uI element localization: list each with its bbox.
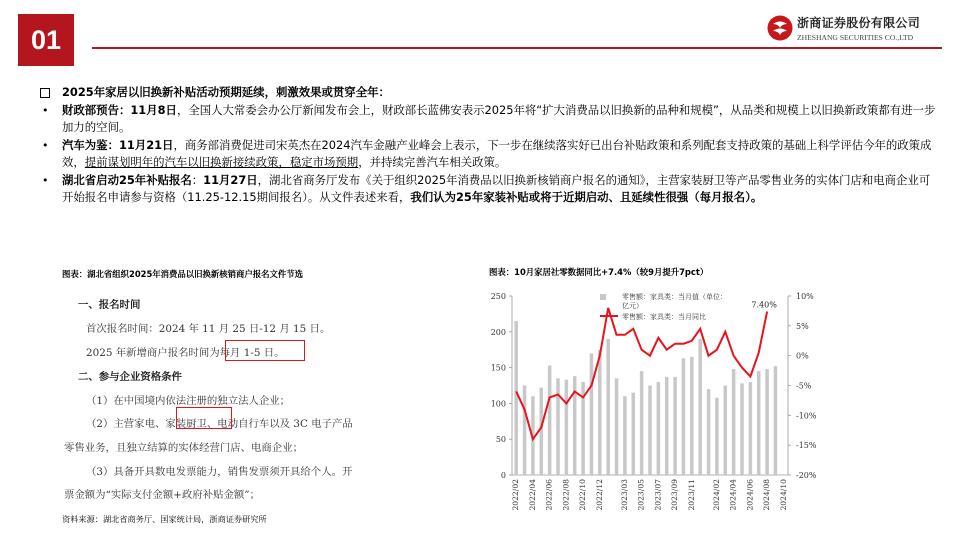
bullet-dot-icon: • bbox=[42, 173, 49, 187]
bar-furniture-retail bbox=[740, 383, 744, 475]
bar-furniture-retail bbox=[598, 350, 602, 475]
excerpt-line: （2）主营家电、家装厨卫、电动自行车以及 3C 电子产品 bbox=[86, 418, 353, 430]
right-tick-label: 10% bbox=[796, 292, 814, 301]
bar-furniture-retail bbox=[648, 386, 652, 476]
bar-furniture-retail bbox=[673, 377, 677, 475]
left-tick-label: 0 bbox=[500, 471, 506, 480]
right-tick-label: 0% bbox=[796, 351, 809, 361]
left-figure-title: 图表：湖北省组织2025年消费品以旧换新核销商户报名文件节选 bbox=[62, 269, 304, 279]
right-figure-title: 图表：10月家居社零数据同比+7.4%（较9月提升7pct） bbox=[489, 267, 709, 277]
right-tick-label: 5% bbox=[796, 321, 809, 331]
x-tick-label: 2024/06 bbox=[745, 479, 755, 511]
bar-furniture-retail bbox=[724, 386, 728, 476]
left-tick-label: 100 bbox=[490, 399, 506, 409]
x-tick-label: 2023/11 bbox=[686, 479, 696, 511]
left-tick-label: 150 bbox=[490, 363, 506, 373]
bar-furniture-retail bbox=[707, 389, 711, 475]
lead-heading: 2025年家居以旧换新补贴活动预期延续，刺激效果或贯穿全年： bbox=[40, 84, 940, 102]
bullet-finance-ministry: • 财政部预告：11月8日，全国人大常委会办公厅新闻发布会上，财政部长蓝佛安表示2025年将“扩大消费品以旧换新的品种和规模”，从品类和规模上以旧换新政策都有进一步加力的空间。 bbox=[42, 102, 936, 134]
left-tick-label: 50 bbox=[495, 435, 506, 445]
bullet-dot-icon: • bbox=[42, 103, 49, 117]
bar-furniture-retail bbox=[749, 382, 753, 475]
x-tick-label: 2023/05 bbox=[636, 479, 646, 511]
legend-bar-label-2: 亿元） bbox=[622, 302, 643, 310]
bar-furniture-retail bbox=[556, 378, 560, 475]
section-number-badge: 01 bbox=[18, 14, 74, 66]
legend-bar-swatch bbox=[600, 294, 606, 300]
bar-furniture-retail bbox=[523, 386, 527, 476]
bar-furniture-retail bbox=[665, 377, 669, 475]
right-tick-label: -10% bbox=[796, 411, 817, 421]
company-logo-icon bbox=[767, 15, 793, 41]
company-name-en: ZHESHANG SECURITIES CO.,LTD bbox=[797, 33, 914, 42]
main-text bbox=[40, 84, 940, 207]
bar-furniture-retail bbox=[657, 382, 661, 475]
bullet-auto-policy: • 汽车为鉴：11月21日，商务部消费促进司宋英杰在2024汽车金融产业峰会上表示，下一步在继续落实好已出台补贴政策和系列配套支持政策的基础上科学评估今年的政策成效，提前谋划明年的汽车以旧换新接续政策，稳定市场预期，并持续完善汽车相关政策。 bbox=[42, 137, 932, 169]
checkbox-square-icon bbox=[40, 88, 50, 98]
header-rule bbox=[92, 47, 942, 49]
furniture-retail-chart bbox=[470, 282, 860, 522]
x-tick-label: 2022/10 bbox=[578, 479, 588, 511]
bar-furniture-retail bbox=[640, 371, 644, 475]
excerpt-line: （3）具备开具数电发票能力，销售发票须开具给个人。开 bbox=[86, 466, 353, 478]
right-tick-label: -20% bbox=[796, 471, 817, 480]
x-tick-label: 2023/07 bbox=[653, 479, 663, 511]
legend-line-label: 零售额：家具类：当月同比 bbox=[622, 313, 706, 321]
highlight-box-monthly bbox=[225, 340, 305, 361]
excerpt-line: （1）在中国境内依法注册的独立法人企业； bbox=[86, 395, 291, 407]
bar-furniture-retail bbox=[590, 353, 594, 475]
bar-furniture-retail bbox=[632, 393, 636, 475]
x-tick-label: 2022/12 bbox=[594, 479, 604, 511]
bar-furniture-retail bbox=[514, 321, 518, 475]
highlight-box-home-furnishing bbox=[176, 407, 232, 429]
bar-furniture-retail bbox=[757, 371, 761, 475]
bar-furniture-retail bbox=[548, 365, 552, 475]
excerpt-heading-1: 一、报名时间 bbox=[78, 299, 141, 311]
bar-furniture-retail bbox=[565, 380, 569, 475]
x-tick-label: 2024/04 bbox=[728, 479, 738, 511]
bar-furniture-retail bbox=[715, 398, 719, 475]
bar-furniture-retail bbox=[623, 396, 627, 475]
excerpt-line: 2025 年新增商户报名时间为每月 1-5 日。 bbox=[86, 347, 285, 359]
legend-bar-label: 零售额：家具类：当月值（单位： bbox=[622, 293, 727, 301]
bar-furniture-retail bbox=[606, 339, 610, 475]
bar-furniture-retail bbox=[765, 369, 769, 475]
left-tick-label: 200 bbox=[490, 327, 506, 337]
bullet-dot-icon: • bbox=[42, 138, 49, 152]
bar-furniture-retail bbox=[732, 369, 736, 475]
bullet-hubei-subsidy: • 湖北省启动25年补贴报名：11月27日，湖北省商务厅发布《关于组织2025年消费品以旧换新核销商户报名的通知》，主营家装厨卫等产品零售业务的实体门店和电商企业可开始报名申请参与资格（11.25-12.15期间报名）。从文件表述来看，我们认为25年家装补贴或将于近期启动、且延续性很强（每月报名）。 bbox=[42, 172, 931, 204]
company-name-cn: 浙商证券股份有限公司 bbox=[797, 16, 921, 30]
bar-furniture-retail bbox=[698, 339, 702, 475]
company-logo bbox=[767, 12, 947, 46]
right-tick-label: -15% bbox=[796, 441, 817, 451]
x-tick-label: 2024/02 bbox=[711, 479, 721, 511]
x-tick-label: 2022/06 bbox=[544, 479, 554, 511]
bar-furniture-retail bbox=[682, 358, 686, 475]
x-tick-label: 2023/09 bbox=[670, 479, 680, 511]
source-note: 资料来源：湖北省商务厅、国家统计局，浙商证券研究所 bbox=[62, 514, 267, 524]
x-tick-label: 2022/08 bbox=[561, 479, 571, 511]
excerpt-line: 零售业务，且独立结算的实体经营门店、电商企业； bbox=[64, 442, 303, 454]
x-tick-label: 2024/10 bbox=[778, 479, 788, 511]
bar-furniture-retail bbox=[615, 378, 619, 475]
excerpt-line: 首次报名时间：2024 年 11 月 25 日-12 月 15 日。 bbox=[86, 323, 331, 335]
bar-furniture-retail bbox=[690, 357, 694, 475]
x-tick-label: 2023/03 bbox=[619, 479, 629, 511]
last-point-annotation: 7.40% bbox=[751, 300, 777, 310]
bar-furniture-retail bbox=[540, 388, 544, 475]
excerpt-heading-2: 二、参与企业资格条件 bbox=[78, 371, 182, 383]
right-tick-label: -5% bbox=[796, 381, 812, 391]
bar-furniture-retail bbox=[774, 366, 778, 475]
excerpt-line: 票金额为“实际支付金额+政府补贴金额”； bbox=[64, 489, 260, 501]
left-tick-label: 250 bbox=[490, 292, 506, 301]
x-tick-label: 2022/02 bbox=[511, 479, 521, 511]
x-tick-label: 2024/08 bbox=[762, 479, 772, 511]
x-tick-label: 2022/04 bbox=[527, 479, 537, 511]
